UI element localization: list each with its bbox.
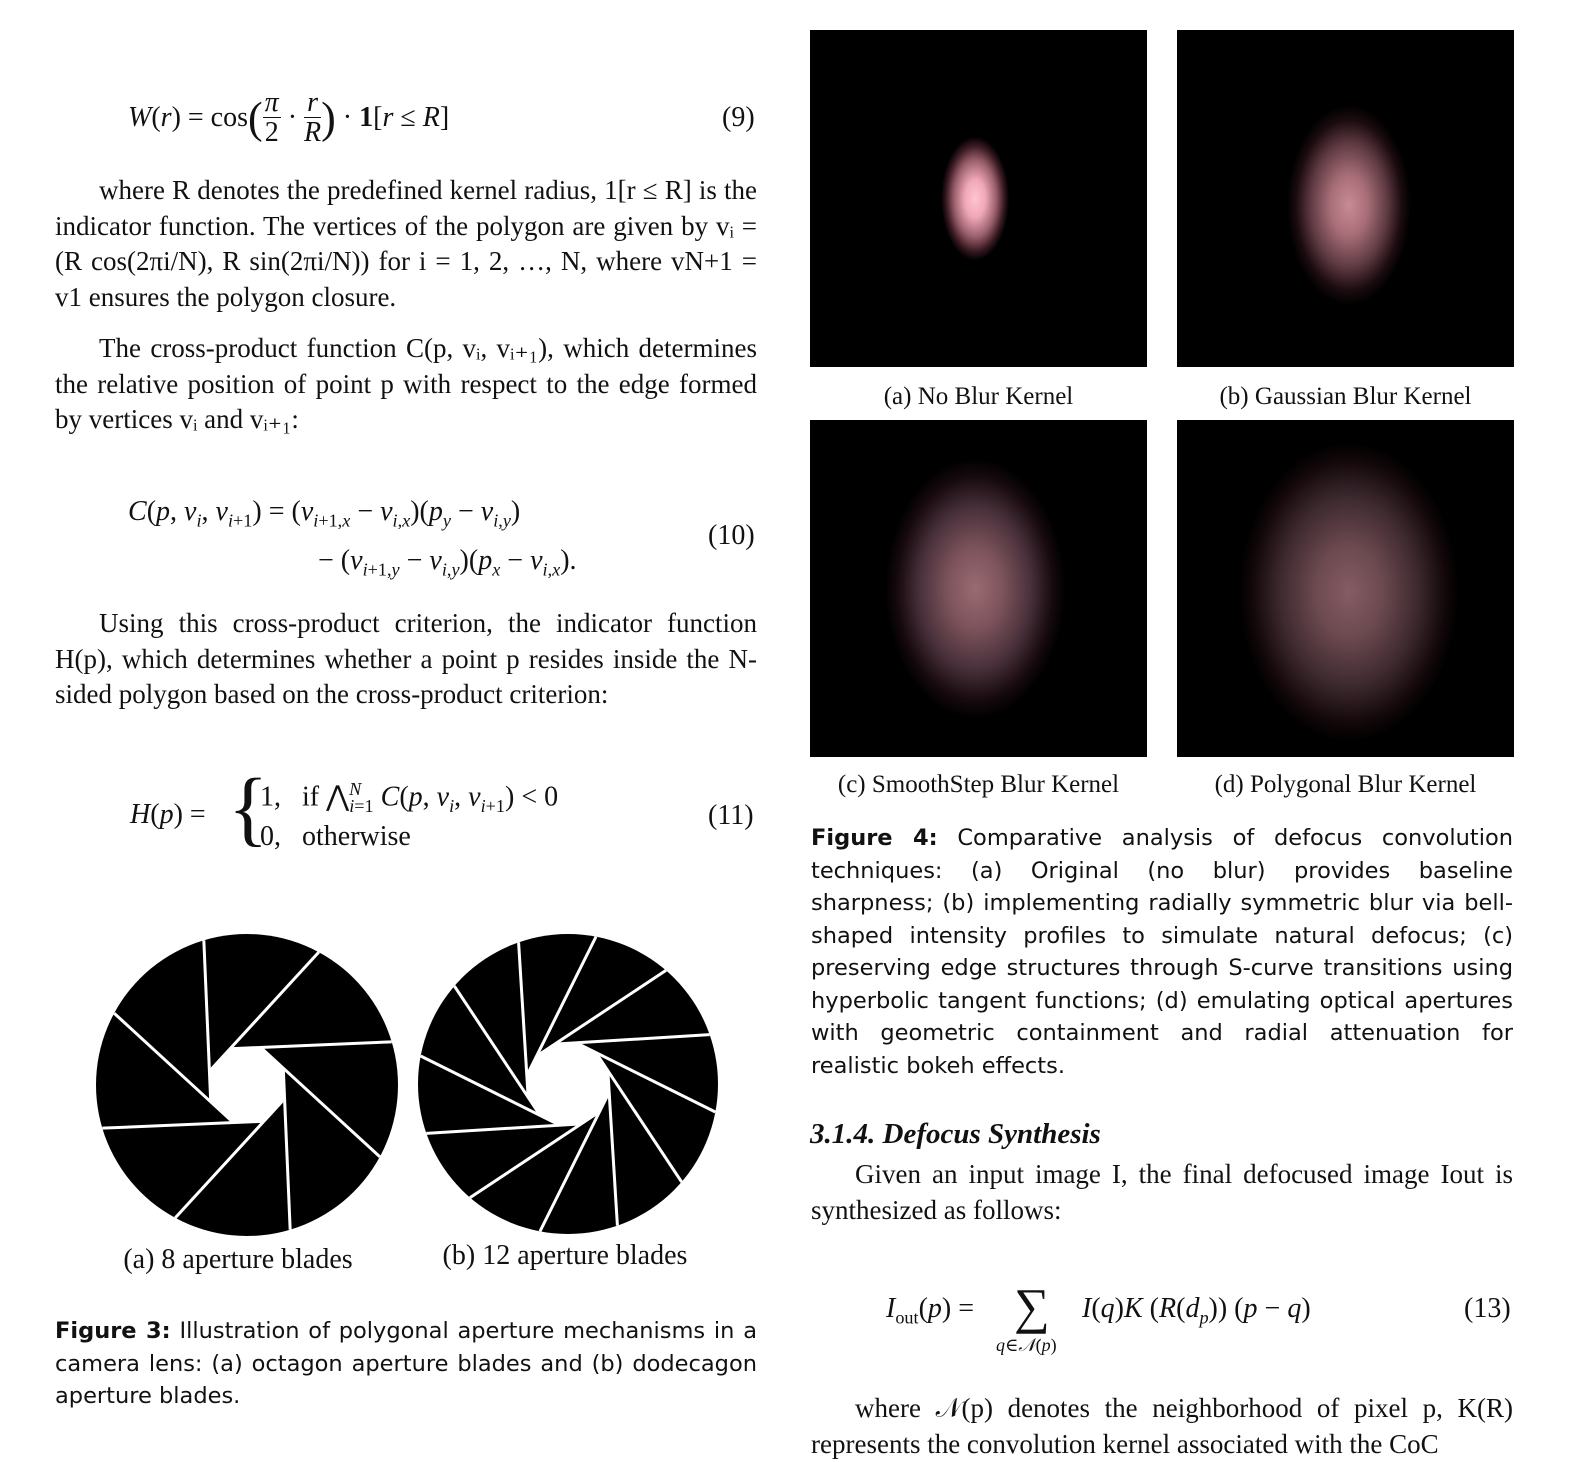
kernel-gaussian-blur-image [1177,30,1514,367]
figure3-label: Figure 3: [55,1318,171,1344]
kernel-smoothstep-blur-image [810,420,1147,757]
paragraph-kernel-radius [55,173,757,315]
equation-10-number: (10) [708,520,755,551]
paragraph-indicator [55,606,757,713]
paragraph-defocus-intro [811,1157,1513,1228]
paragraph-indicator-text: Using this cross-product criterion, the indicator function H(p), which determines whether a point p resides inside the N-sided polygon based on the cross-product criterion: [55,608,757,709]
equation-10-line1: C(p, $v_i$, $v_{i+1}) = (v_{i+1,x} - v_{i,x})(p_y - v_{i,y})$ [128,496,521,531]
equation-13-number: (13) [1464,1293,1511,1324]
figure3-subcaption-a: (a) 8 aperture blades [123,1244,353,1275]
figure3-caption-text: Illustration of polygonal aperture mechanisms in a camera lens: (a) octagon aperture blades and (b) dodecagon aperture blades. [55,1318,757,1409]
aperture-12-blades-figure [416,932,720,1236]
kernel-polygonal-blur-image [1177,420,1514,757]
equation-11-otherwise: otherwise [302,821,411,852]
equation-9-number: (9) [722,102,755,133]
equation-10-line2: − $(v_{i+1,y} - v_{i,y})(p_x - v_{i,x})$. [318,545,577,580]
figure3-subcaption-b: (b) 12 aperture blades [442,1240,688,1271]
equation-9: W(r) = cos( $\frac{\pi}{2}$ · $\frac{r}{R}$ ) · 1[r ≤ R] [128,87,450,149]
paragraph-cross-product [55,331,757,438]
figure4-caption-text: Comparative analysis of defocus convolution techniques: (a) Original (no blur) provides baseline sharpness; (b) implementing radially symmetric blur via bell-shaped intensity profiles to simulate natural defocus; (c) preserving edge structures through S-curve transitions using hyperbolic tangent functions; (d) emulating optical apertures with geometric containment and radial attenuation for realistic bokeh effects. [811,825,1513,1079]
figure4-subcaption-c: (c) SmoothStep Blur Kernel [837,771,1120,798]
figure3-caption [55,1315,757,1413]
figure4-subcaption-b: (b) Gaussian Blur Kernel [1219,383,1472,410]
paragraph-neighborhood-text: where 𝒩(p) denotes the neighborhood of pixel p, K(R) represents the convolution kernel associated with the CoC [811,1393,1513,1459]
figure4-caption [811,822,1513,1082]
figure4-subcaption-a: (a) No Blur Kernel [883,383,1074,410]
aperture-8-blades-figure [94,932,400,1238]
paragraph-neighborhood [811,1391,1513,1462]
section-heading: 3.1.4. Defocus Synthesis [810,1118,1101,1150]
kernel-no-blur-image [810,30,1147,367]
paragraph-cross-product-text: The cross-product function C(p, vᵢ, vᵢ₊₁), which determines the relative position of point p with respect to the edge formed by vertices vᵢ and vᵢ₊₁: [55,333,757,434]
paragraph-defocus-intro-text: Given an input image I, the final defocused image Iout is synthesized as follows: [811,1159,1513,1225]
equation-11-number: (11) [708,800,754,831]
figure4-subcaption-d: (d) Polygonal Blur Kernel [1214,771,1477,798]
paragraph-kernel-radius-text: where R denotes the predefined kernel radius, 1[r ≤ R] is the indicator function. The vertices of the polygon are given by vᵢ = (R cos(2πi/N), R sin(2πi/N)) for i = 1, 2, …, N, where vN+1 = v1 ensures the polygon closure. [55,175,757,312]
figure4-label: Figure 4: [811,825,938,851]
